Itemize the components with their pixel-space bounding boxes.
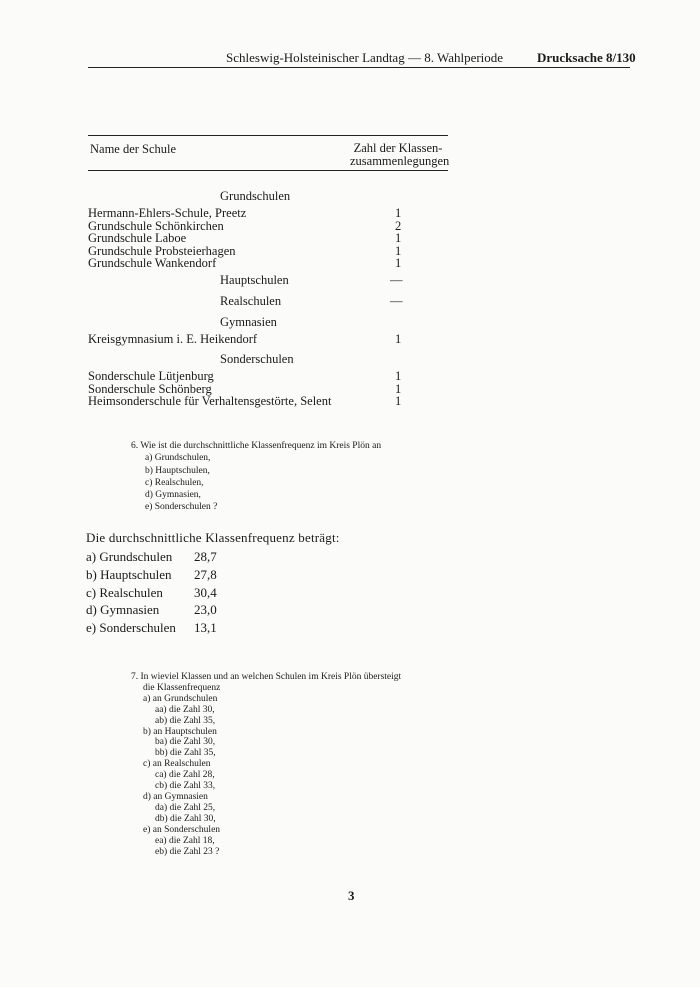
question-subitem: eb) die Zahl 23 ? bbox=[155, 846, 220, 857]
question-text: 7. In wieviel Klassen und an welchen Schulen im Kreis Plön übersteigt bbox=[131, 672, 402, 682]
question-item: a) an Grundschulen bbox=[143, 693, 218, 704]
frequency-row: b) Hauptschulen 27,8 bbox=[86, 566, 217, 582]
question-subitem: bb) die Zahl 35, bbox=[155, 748, 216, 759]
question-subitem: aa) die Zahl 30, bbox=[155, 704, 215, 715]
category-label: Gymnasien bbox=[220, 314, 277, 329]
header-title: Schleswig-Holsteinischer Landtag — 8. Wahlperiode bbox=[226, 50, 504, 65]
question-subitem: ab) die Zahl 35, bbox=[155, 715, 216, 726]
category-hauptschulen bbox=[220, 270, 448, 291]
school-table bbox=[88, 186, 448, 408]
answer-6 bbox=[86, 530, 340, 637]
frequency-row: d) Gymnasien 23,0 bbox=[86, 602, 217, 618]
category-gymnasien bbox=[220, 312, 448, 333]
question-item: e) Sonderschulen ? bbox=[145, 502, 218, 513]
question-text: 6. Wie ist die durchschnittliche Klassenfrequenz im Kreis Plön an bbox=[131, 441, 382, 451]
question-item: d) an Gymnasien bbox=[143, 791, 208, 802]
document-number: Drucksache 8/130 bbox=[537, 50, 636, 65]
frequency-row: a) Grundschulen 28,7 bbox=[86, 549, 217, 564]
category-label: Grundschulen bbox=[220, 189, 291, 203]
header-rule bbox=[88, 67, 630, 68]
question-item: c) Realschulen, bbox=[145, 477, 204, 488]
question-subitem: da) die Zahl 25, bbox=[155, 802, 216, 813]
table-row: Sonderschule Schönberg 1 bbox=[88, 381, 402, 396]
table-row: Hermann-Ehlers-Schule, Preetz 1 bbox=[88, 206, 402, 220]
table-row: Heimsonderschule für Verhaltensgestörte, Selent 1 bbox=[88, 394, 402, 408]
category-grundschulen bbox=[220, 186, 448, 207]
question-subitem: cb) die Zahl 33, bbox=[155, 781, 216, 792]
category-realschulen bbox=[220, 291, 448, 312]
question-item: c) an Realschulen bbox=[143, 759, 211, 770]
category-value: — bbox=[390, 272, 403, 287]
question-subitem: ea) die Zahl 18, bbox=[155, 835, 215, 846]
category-label: Sonderschulen bbox=[220, 352, 294, 366]
question-subitem: ca) die Zahl 28, bbox=[155, 770, 215, 781]
question-item: b) Hauptschulen, bbox=[145, 465, 210, 476]
question-subitem: ba) die Zahl 30, bbox=[155, 737, 216, 748]
question-7 bbox=[131, 672, 401, 857]
answer-intro: Die durchschnittliche Klassenfrequenz beträgt: bbox=[86, 530, 340, 545]
frequency-row: c) Realschulen 30,4 bbox=[86, 584, 217, 600]
table-row: Grundschule Probsteierhagen 1 bbox=[88, 243, 402, 258]
table-row: Sonderschule Lütjenburg 1 bbox=[88, 369, 402, 383]
question-6 bbox=[131, 440, 381, 514]
frequency-row: e) Sonderschulen 13,1 bbox=[86, 620, 217, 636]
category-sonderschulen bbox=[220, 349, 448, 370]
column-header-name: Name der Schule bbox=[90, 142, 177, 156]
table-top-rule bbox=[88, 135, 448, 136]
question-subitem: db) die Zahl 30, bbox=[155, 813, 216, 824]
column-header-count: Zahl der Klassen- zusammenlegungen bbox=[350, 141, 450, 168]
table-row: Kreisgymnasium i. E. Heikendorf 1 bbox=[88, 331, 402, 346]
table-row: Grundschule Schönkirchen 2 bbox=[88, 218, 402, 233]
question-item: e) an Sonderschulen bbox=[143, 824, 221, 835]
table-row: Grundschule Wankendorf 1 bbox=[88, 256, 402, 270]
question-item: d) Gymnasien, bbox=[145, 490, 201, 501]
category-label: Realschulen bbox=[220, 293, 282, 308]
category-value: — bbox=[390, 293, 403, 308]
question-item: a) Grundschulen, bbox=[145, 453, 211, 464]
table-row: Grundschule Laboe 1 bbox=[88, 231, 402, 245]
category-label: Hauptschulen bbox=[220, 272, 289, 287]
page-number: 3 bbox=[348, 888, 355, 903]
question-item: b) an Hauptschulen bbox=[143, 726, 217, 737]
table-header-rule bbox=[88, 170, 448, 171]
question-text-cont: die Klassenfrequenz bbox=[143, 682, 221, 693]
